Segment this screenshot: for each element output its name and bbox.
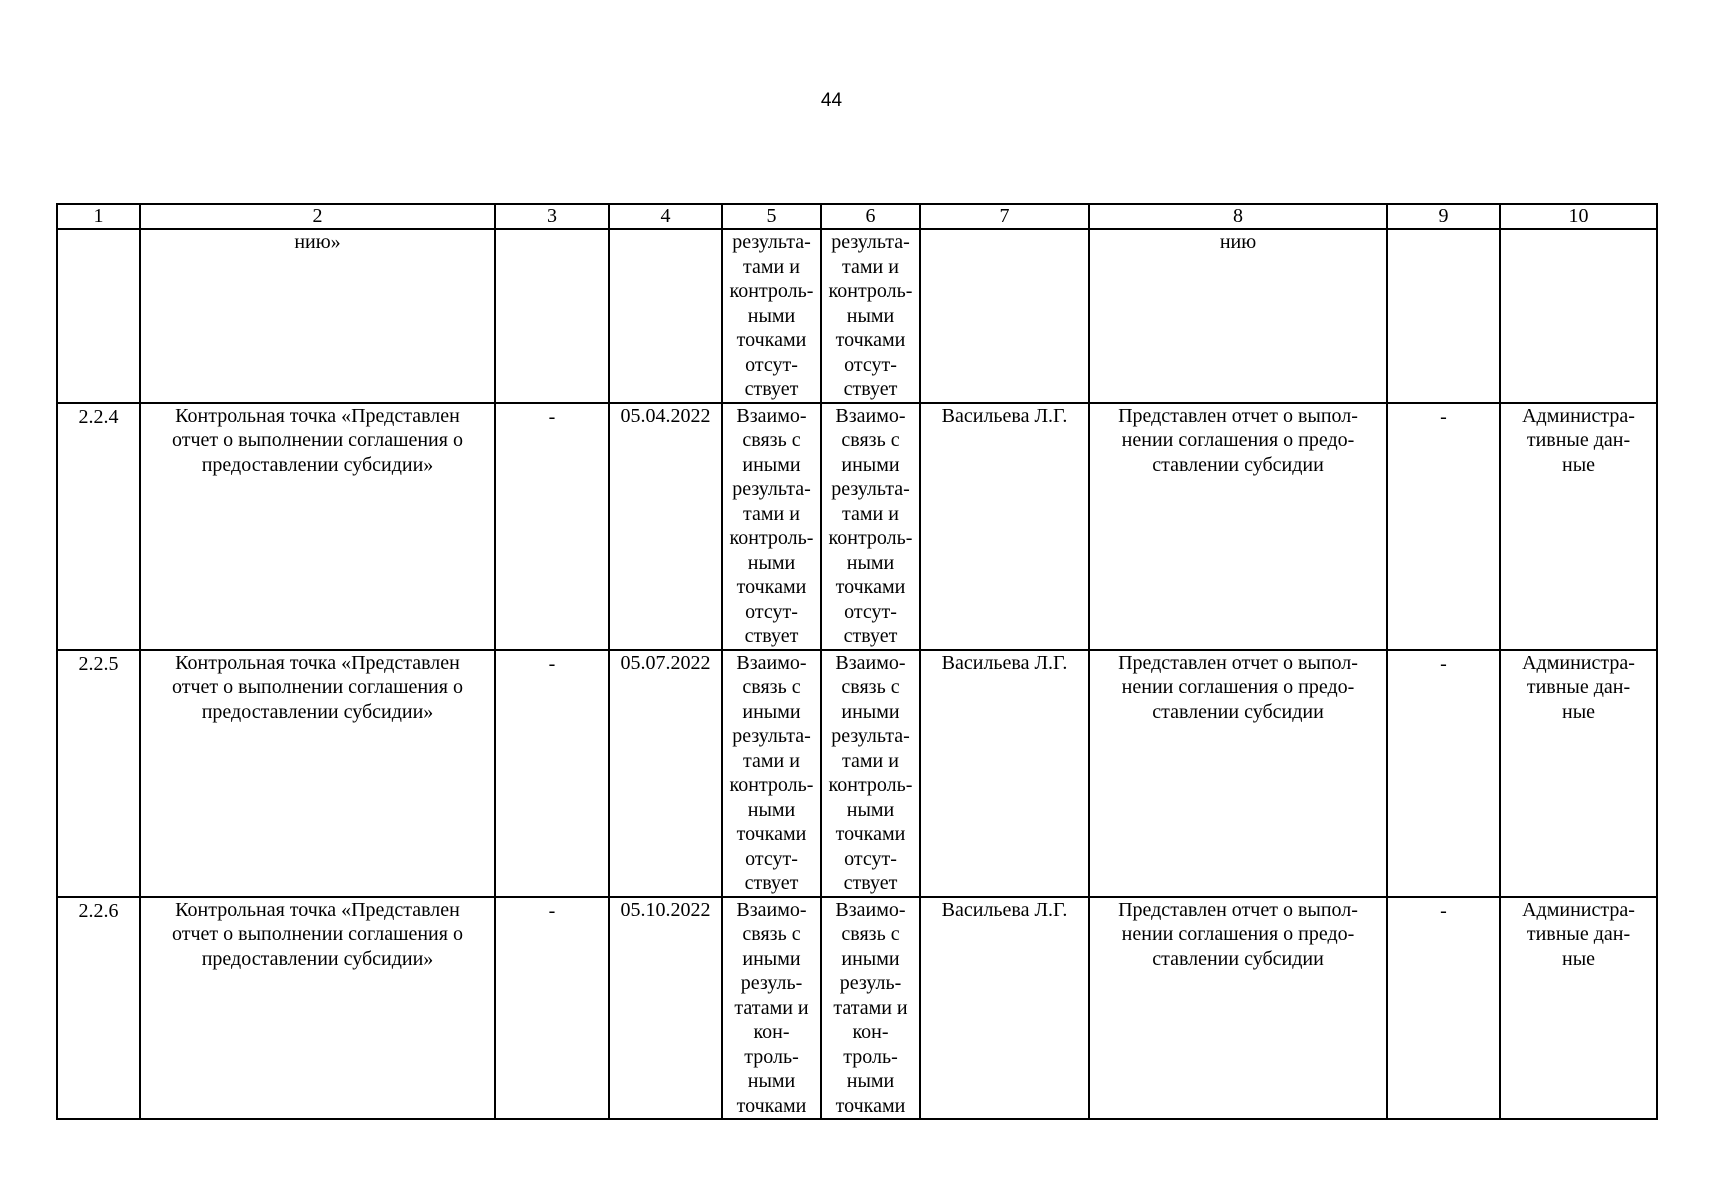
cell-line: тами и: [842, 749, 899, 772]
cell-line: ствует: [843, 872, 898, 894]
cell-col3: -: [495, 403, 609, 650]
cell-name: [140, 897, 495, 1120]
column-header: 7: [920, 204, 1089, 229]
cell-line: ными: [747, 551, 796, 574]
cell-empty: [495, 229, 609, 403]
cell-line: отсут-: [745, 600, 798, 623]
cell-line: Представлен отчет о выпол-: [1118, 898, 1358, 921]
column-header: 5: [722, 204, 821, 229]
cell-line: иными: [841, 700, 900, 723]
cell-line: тами и: [842, 255, 899, 278]
cell-line: Взаимо-: [736, 651, 807, 674]
cell-col9: -: [1387, 897, 1500, 1120]
column-header-row: [57, 204, 1657, 229]
cell-line: ные: [1561, 700, 1596, 723]
cell-line: троль-: [744, 1045, 799, 1068]
cell-relation-5: [722, 403, 821, 650]
cell-line: связь с: [742, 429, 801, 451]
cell-source: [1500, 403, 1657, 650]
column-header: 6: [821, 204, 920, 229]
cell-relation-6: [821, 403, 920, 650]
cell-line: троль-: [843, 1045, 898, 1068]
cell-number: 2.2.6: [57, 897, 140, 1120]
cell-line: ными: [747, 798, 796, 821]
cell-name: [140, 650, 495, 897]
cell-line: контроль-: [828, 527, 913, 549]
cell-line: отсут-: [844, 353, 897, 376]
cell-line: отчет о выполнении соглашения о: [172, 429, 463, 451]
cell-line: ствует: [843, 378, 898, 400]
cell-line: результа-: [732, 231, 811, 253]
cell-result: нию: [1089, 229, 1387, 403]
cell-line: результа-: [831, 231, 910, 253]
cell-line: ными: [846, 798, 895, 821]
cell-line: тами и: [743, 502, 800, 525]
cell-col3: -: [495, 897, 609, 1120]
cell-line: ные: [1561, 947, 1596, 970]
cell-col3: -: [495, 650, 609, 897]
cell-line: отчет о выполнении соглашения о: [172, 676, 463, 698]
cell-empty: [609, 229, 722, 403]
cell-relation-5: [722, 650, 821, 897]
cell-line: Администра-: [1522, 898, 1635, 921]
cell-empty: [1500, 229, 1657, 403]
continuation-row: [57, 229, 1657, 403]
cell-line: иными: [841, 453, 900, 476]
cell-line: Взаимо-: [736, 404, 807, 427]
cell-line: тами и: [743, 749, 800, 772]
cell-line: Контрольная точка «Представлен: [175, 404, 460, 427]
cell-line: ными: [846, 551, 895, 574]
cell-line: нении соглашения о предо-: [1121, 676, 1355, 698]
cell-result: [1089, 403, 1387, 650]
cell-line: тивные дан-: [1526, 676, 1631, 698]
cell-line: Взаимо-: [835, 898, 906, 921]
cell-line: Контрольная точка «Представлен: [175, 898, 460, 921]
cell-line: ными: [747, 1070, 796, 1092]
cell-line: отсут-: [844, 847, 897, 870]
cell-line: ставлении субсидии: [1152, 453, 1324, 476]
cell-line: иными: [742, 947, 801, 970]
cell-line: нении соглашения о предо-: [1121, 923, 1355, 945]
cell-line: точками: [835, 823, 906, 845]
cell-line: ставлении субсидии: [1152, 700, 1324, 723]
cell-line: отчет о выполнении соглашения о: [172, 923, 463, 945]
cell-line: результа-: [831, 478, 910, 500]
table-row: [57, 650, 1657, 897]
cell-line: Администра-: [1522, 651, 1635, 674]
cell-line: ными: [846, 304, 895, 327]
cell-empty: [57, 229, 140, 403]
cell-line: результа-: [732, 725, 811, 747]
cell-col9: -: [1387, 650, 1500, 897]
cell-date: 05.04.2022: [609, 403, 722, 650]
cell-line: контроль-: [828, 774, 913, 796]
cell-result: [1089, 650, 1387, 897]
cell-line: отсут-: [745, 353, 798, 376]
cell-line: точками: [835, 329, 906, 351]
cell-responsible: Васильева Л.Г.: [920, 650, 1089, 897]
cell-line: связь с: [841, 676, 900, 698]
cell-line: кон-: [753, 1021, 790, 1043]
cell-col9: -: [1387, 403, 1500, 650]
cell-responsible: Васильева Л.Г.: [920, 403, 1089, 650]
column-header: 2: [140, 204, 495, 229]
cell-line: ствует: [843, 625, 898, 647]
cell-line: контроль-: [729, 774, 814, 796]
cell-line: тами и: [743, 255, 800, 278]
cell-relation-5: [722, 229, 821, 403]
cell-responsible: Васильева Л.Г.: [920, 897, 1089, 1120]
cell-line: связь с: [742, 923, 801, 945]
cell-line: иными: [742, 700, 801, 723]
cell-line: отсут-: [844, 600, 897, 623]
cell-line: иными: [841, 947, 900, 970]
cell-line: результа-: [732, 478, 811, 500]
cell-line: отсут-: [745, 847, 798, 870]
cell-line: татами и: [833, 996, 908, 1019]
cell-line: Взаимо-: [835, 404, 906, 427]
cell-line: ствует: [744, 625, 799, 647]
page-number: 44: [820, 90, 843, 111]
column-header: 9: [1387, 204, 1500, 229]
cell-line: ные: [1561, 453, 1596, 476]
column-header: 10: [1500, 204, 1657, 229]
cell-line: связь с: [841, 923, 900, 945]
cell-number: 2.2.5: [57, 650, 140, 897]
cell-empty: [1387, 229, 1500, 403]
cell-line: точками: [736, 1094, 807, 1117]
cell-line: ствует: [744, 378, 799, 400]
cell-line: ными: [747, 304, 796, 327]
cell-relation-6: [821, 650, 920, 897]
cell-line: связь с: [742, 676, 801, 698]
plan-table: [56, 203, 1658, 1120]
cell-line: предоставлении субсидии»: [201, 947, 434, 970]
table-row: [57, 403, 1657, 650]
cell-date: 05.10.2022: [609, 897, 722, 1120]
cell-line: Представлен отчет о выпол-: [1118, 651, 1358, 674]
cell-line: связь с: [841, 429, 900, 451]
column-header: 8: [1089, 204, 1387, 229]
cell-line: Контрольная точка «Представлен: [175, 651, 460, 674]
cell-line: Представлен отчет о выпол-: [1118, 404, 1358, 427]
cell-line: контроль-: [729, 527, 814, 549]
column-header: 3: [495, 204, 609, 229]
cell-line: Взаимо-: [835, 651, 906, 674]
cell-line: контроль-: [828, 280, 913, 302]
cell-name: [140, 403, 495, 650]
cell-line: тами и: [842, 502, 899, 525]
column-header: 1: [57, 204, 140, 229]
cell-line: ствует: [744, 872, 799, 894]
cell-line: точками: [835, 1094, 906, 1117]
cell-line: тивные дан-: [1526, 923, 1631, 945]
cell-date: 05.07.2022: [609, 650, 722, 897]
cell-line: резуль-: [740, 972, 803, 994]
cell-relation-5: [722, 897, 821, 1120]
cell-line: Взаимо-: [736, 898, 807, 921]
cell-line: ными: [846, 1070, 895, 1092]
cell-line: ставлении субсидии: [1152, 947, 1324, 970]
table-row: [57, 897, 1657, 1120]
cell-line: предоставлении субсидии»: [201, 453, 434, 476]
cell-line: точками: [736, 823, 807, 845]
cell-line: кон-: [852, 1021, 889, 1043]
cell-line: резуль-: [839, 972, 902, 994]
cell-line: точками: [835, 576, 906, 598]
cell-line: иными: [742, 453, 801, 476]
cell-line: татами и: [734, 996, 809, 1019]
cell-name: нию»: [140, 229, 495, 403]
cell-line: Администра-: [1522, 404, 1635, 427]
cell-line: тивные дан-: [1526, 429, 1631, 451]
cell-relation-6: [821, 897, 920, 1120]
cell-source: [1500, 650, 1657, 897]
cell-line: предоставлении субсидии»: [201, 700, 434, 723]
cell-line: контроль-: [729, 280, 814, 302]
cell-relation-6: [821, 229, 920, 403]
cell-source: [1500, 897, 1657, 1120]
cell-line: нении соглашения о предо-: [1121, 429, 1355, 451]
column-header: 4: [609, 204, 722, 229]
cell-line: точками: [736, 576, 807, 598]
cell-number: 2.2.4: [57, 403, 140, 650]
cell-empty: [920, 229, 1089, 403]
cell-line: результа-: [831, 725, 910, 747]
cell-result: [1089, 897, 1387, 1120]
cell-line: точками: [736, 329, 807, 351]
